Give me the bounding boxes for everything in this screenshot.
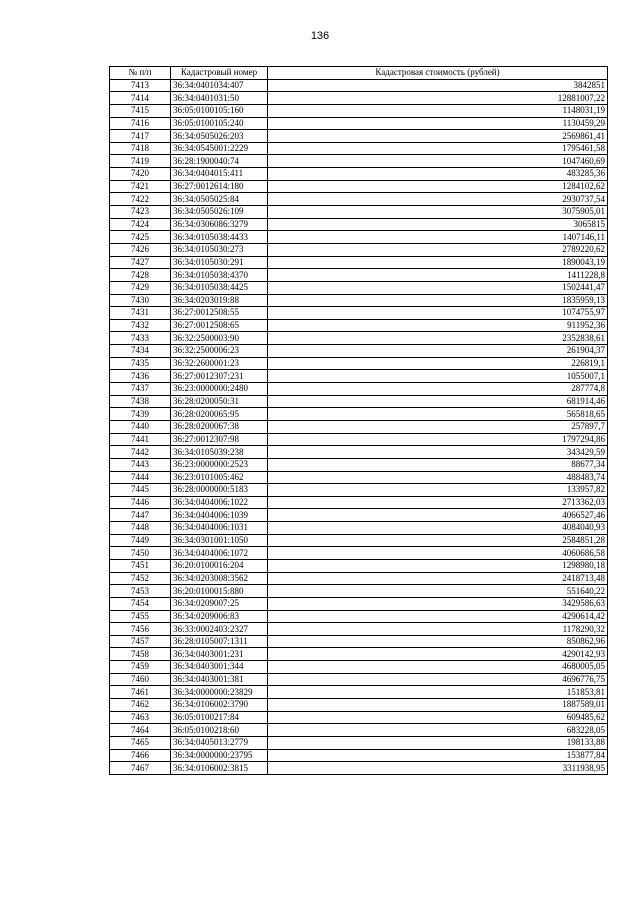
table-row: [110, 623, 608, 636]
table-row: [110, 661, 608, 674]
row-number: 7453: [110, 585, 171, 598]
table-row: [110, 256, 608, 269]
row-number: 7436: [110, 370, 171, 383]
row-number: 7418: [110, 142, 171, 155]
table-row: [110, 357, 608, 370]
table-row: [110, 168, 608, 181]
cadastral-value: 483285,36: [268, 168, 608, 181]
cadastral-number: 36:34:0105038:4370: [171, 269, 268, 282]
row-number: 7437: [110, 383, 171, 396]
cadastral-number: 36:28:0200065:95: [171, 408, 268, 421]
cadastral-value: 261904,37: [268, 345, 608, 358]
cadastral-value: 2569861,41: [268, 130, 608, 143]
cadastral-value: 3429586,63: [268, 597, 608, 610]
cadastral-number: 36:32:2500006:23: [171, 345, 268, 358]
cadastral-value: 609485,62: [268, 711, 608, 724]
row-number: 7446: [110, 496, 171, 509]
cadastral-number: 36:34:0404006:1031: [171, 522, 268, 535]
row-number: 7463: [110, 711, 171, 724]
row-number: 7433: [110, 332, 171, 345]
row-number: 7432: [110, 319, 171, 332]
cadastral-value: 2713362,03: [268, 496, 608, 509]
cadastral-value: 1407146,11: [268, 231, 608, 244]
header-cadastral-number: Кадастровый номер: [171, 67, 268, 80]
cadastral-number: 36:05:0100217:84: [171, 711, 268, 724]
row-number: 7441: [110, 433, 171, 446]
table-row: [110, 736, 608, 749]
cadastral-value: 2789220,62: [268, 243, 608, 256]
header-number: № п/п: [110, 67, 171, 80]
cadastral-number: 36:34:0403001:381: [171, 673, 268, 686]
cadastral-value: 343429,59: [268, 446, 608, 459]
table-row: [110, 243, 608, 256]
cadastral-value: 1502441,47: [268, 281, 608, 294]
table-row: [110, 395, 608, 408]
table-row: [110, 92, 608, 105]
cadastral-number: 36:34:0301001:1050: [171, 534, 268, 547]
cadastral-number: 36:05:0100105:160: [171, 104, 268, 117]
cadastral-value: 565818,65: [268, 408, 608, 421]
table-row: [110, 686, 608, 699]
cadastral-number: 36:27:0012307:98: [171, 433, 268, 446]
row-number: 7449: [110, 534, 171, 547]
cadastral-value: 3842851: [268, 79, 608, 92]
cadastral-number: 36:34:0505026:109: [171, 206, 268, 219]
cadastral-value: 2930737,54: [268, 193, 608, 206]
table-row: [110, 180, 608, 193]
table-row: [110, 345, 608, 358]
cadastral-number: 36:34:0401034:407: [171, 79, 268, 92]
cadastral-number: 36:28:0200067:38: [171, 420, 268, 433]
table-row: [110, 484, 608, 497]
cadastral-value: 4066527,46: [268, 509, 608, 522]
cadastral-number: 36:34:0404015:411: [171, 168, 268, 181]
row-number: 7429: [110, 281, 171, 294]
cadastral-value: 1835959,13: [268, 294, 608, 307]
cadastral-value: 1148031,19: [268, 104, 608, 117]
table-row: [110, 155, 608, 168]
table-row: [110, 206, 608, 219]
header-cadastral-value: Кадастровая стоимость (рублей): [268, 67, 608, 80]
table-row: [110, 79, 608, 92]
cadastral-number: 36:28:1900040:74: [171, 155, 268, 168]
cadastral-value: 2418713,48: [268, 572, 608, 585]
cadastral-value: 257897,7: [268, 420, 608, 433]
table-row: [110, 597, 608, 610]
cadastral-number: 36:34:0545001:2229: [171, 142, 268, 155]
row-number: 7430: [110, 294, 171, 307]
row-number: 7461: [110, 686, 171, 699]
cadastral-value: 12881007,22: [268, 92, 608, 105]
table-row: [110, 673, 608, 686]
row-number: 7444: [110, 471, 171, 484]
row-number: 7457: [110, 635, 171, 648]
row-number: 7467: [110, 762, 171, 775]
table-row: [110, 724, 608, 737]
table-header-row: [110, 67, 608, 80]
table-row: [110, 104, 608, 117]
cadastral-number: 36:32:2600001:23: [171, 357, 268, 370]
cadastral-number: 36:34:0209006:83: [171, 610, 268, 623]
cadastral-number: 36:27:0012307:231: [171, 370, 268, 383]
cadastral-value: 151853,81: [268, 686, 608, 699]
cadastral-number: 36:27:0012508:65: [171, 319, 268, 332]
table-row: [110, 585, 608, 598]
table-row: [110, 193, 608, 206]
cadastral-number: 36:27:0012614:180: [171, 180, 268, 193]
row-number: 7419: [110, 155, 171, 168]
cadastral-number: 36:34:0209007:25: [171, 597, 268, 610]
row-number: 7443: [110, 458, 171, 471]
cadastral-number: 36:05:0100105:240: [171, 117, 268, 130]
cadastral-value: 1130459,29: [268, 117, 608, 130]
table-row: [110, 547, 608, 560]
cadastral-value: 226819,1: [268, 357, 608, 370]
table-row: [110, 420, 608, 433]
row-number: 7416: [110, 117, 171, 130]
cadastral-value: 198133,88: [268, 736, 608, 749]
row-number: 7415: [110, 104, 171, 117]
row-number: 7424: [110, 218, 171, 231]
table-row: [110, 635, 608, 648]
cadastral-value: 2584851,28: [268, 534, 608, 547]
table-row: [110, 142, 608, 155]
row-number: 7439: [110, 408, 171, 421]
table-row: [110, 269, 608, 282]
cadastral-value: 4290142,93: [268, 648, 608, 661]
cadastral-number: 36:23:0101005:462: [171, 471, 268, 484]
row-number: 7440: [110, 420, 171, 433]
cadastral-number: 36:34:0000000:23829: [171, 686, 268, 699]
cadastral-value: 1797294,86: [268, 433, 608, 446]
row-number: 7455: [110, 610, 171, 623]
cadastral-number: 36:34:0105030:273: [171, 243, 268, 256]
table-row: [110, 383, 608, 396]
row-number: 7427: [110, 256, 171, 269]
row-number: 7434: [110, 345, 171, 358]
table-row: [110, 572, 608, 585]
cadastral-value: 911952,36: [268, 319, 608, 332]
row-number: 7451: [110, 559, 171, 572]
row-number: 7420: [110, 168, 171, 181]
table-row: [110, 471, 608, 484]
row-number: 7423: [110, 206, 171, 219]
cadastral-number: 36:34:0106002:3790: [171, 699, 268, 712]
cadastral-value: 683228,05: [268, 724, 608, 737]
cadastral-value: 287774,8: [268, 383, 608, 396]
table-row: [110, 117, 608, 130]
row-number: 7422: [110, 193, 171, 206]
cadastral-number: 36:34:0404006:1072: [171, 547, 268, 560]
cadastral-value: 4696776,75: [268, 673, 608, 686]
table-row: [110, 446, 608, 459]
cadastral-value: 1055007,1: [268, 370, 608, 383]
cadastral-value: 1411228,8: [268, 269, 608, 282]
cadastral-value: 3075905,01: [268, 206, 608, 219]
cadastral-number: 36:34:0203019:88: [171, 294, 268, 307]
table-row: [110, 294, 608, 307]
row-number: 7438: [110, 395, 171, 408]
row-number: 7421: [110, 180, 171, 193]
cadastral-value: 1074755,97: [268, 307, 608, 320]
row-number: 7448: [110, 522, 171, 535]
cadastral-value: 1284102,62: [268, 180, 608, 193]
row-number: 7452: [110, 572, 171, 585]
row-number: 7445: [110, 484, 171, 497]
row-number: 7465: [110, 736, 171, 749]
table-row: [110, 281, 608, 294]
cadastral-value: 1890043,19: [268, 256, 608, 269]
row-number: 7459: [110, 661, 171, 674]
cadastral-number: 36:34:0105030:291: [171, 256, 268, 269]
cadastral-value: 681914,46: [268, 395, 608, 408]
table-row: [110, 534, 608, 547]
table-row: [110, 749, 608, 762]
row-number: 7458: [110, 648, 171, 661]
table-row: [110, 559, 608, 572]
page-number: 136: [310, 30, 330, 42]
cadastral-value: 1887589,01: [268, 699, 608, 712]
table-row: [110, 711, 608, 724]
cadastral-number: 36:23:0000000:2523: [171, 458, 268, 471]
cadastral-value: 153877,84: [268, 749, 608, 762]
table-row: [110, 433, 608, 446]
table-row: [110, 130, 608, 143]
row-number: 7414: [110, 92, 171, 105]
cadastral-number: 36:34:0403001:231: [171, 648, 268, 661]
row-number: 7417: [110, 130, 171, 143]
cadastral-number: 36:23:0000000:2480: [171, 383, 268, 396]
row-number: 7464: [110, 724, 171, 737]
table-row: [110, 648, 608, 661]
table-row: [110, 231, 608, 244]
cadastral-value: 88677,34: [268, 458, 608, 471]
cadastral-number: 36:20:0100016:204: [171, 559, 268, 572]
row-number: 7450: [110, 547, 171, 560]
cadastral-number: 36:28:0105007:1311: [171, 635, 268, 648]
table-row: [110, 458, 608, 471]
cadastral-number: 36:34:0105038:4425: [171, 281, 268, 294]
cadastral-number: 36:34:0401031:50: [171, 92, 268, 105]
table-row: [110, 509, 608, 522]
cadastral-number: 36:32:2500003:90: [171, 332, 268, 345]
table-row: [110, 307, 608, 320]
cadastral-number: 36:34:0404006:1022: [171, 496, 268, 509]
table-row: [110, 218, 608, 231]
row-number: 7460: [110, 673, 171, 686]
cadastral-value: 133957,82: [268, 484, 608, 497]
table-body: [110, 79, 608, 774]
cadastral-number: 36:34:0404006:1039: [171, 509, 268, 522]
cadastral-number: 36:05:0100218:60: [171, 724, 268, 737]
cadastral-value: 551640,22: [268, 585, 608, 598]
table-row: [110, 319, 608, 332]
cadastral-number: 36:34:0203008:3562: [171, 572, 268, 585]
cadastral-value: 1178290,32: [268, 623, 608, 636]
row-number: 7413: [110, 79, 171, 92]
cadastral-number: 36:34:0105039:238: [171, 446, 268, 459]
row-number: 7466: [110, 749, 171, 762]
table-row: [110, 370, 608, 383]
cadastral-value: 1795461,58: [268, 142, 608, 155]
cadastral-value: 3065815: [268, 218, 608, 231]
row-number: 7426: [110, 243, 171, 256]
cadastral-value: 1298980,18: [268, 559, 608, 572]
cadastral-number: 36:27:0012508:55: [171, 307, 268, 320]
cadastral-number: 36:34:0105038:4433: [171, 231, 268, 244]
cadastral-number: 36:34:0306086:3279: [171, 218, 268, 231]
table-row: [110, 522, 608, 535]
cadastral-value: 2352838,61: [268, 332, 608, 345]
cadastral-value: 3311938,95: [268, 762, 608, 775]
row-number: 7462: [110, 699, 171, 712]
cadastral-number: 36:34:0000000:23795: [171, 749, 268, 762]
table-row: [110, 332, 608, 345]
table-row: [110, 762, 608, 775]
cadastral-number: 36:28:0200050:31: [171, 395, 268, 408]
cadastral-value: 4290614,42: [268, 610, 608, 623]
cadastral-number: 36:34:0405013:2779: [171, 736, 268, 749]
cadastral-number: 36:34:0505025:84: [171, 193, 268, 206]
cadastral-value: 850862,96: [268, 635, 608, 648]
cadastral-number: 36:20:0100015:880: [171, 585, 268, 598]
cadastral-number: 36:34:0403001:344: [171, 661, 268, 674]
row-number: 7447: [110, 509, 171, 522]
row-number: 7428: [110, 269, 171, 282]
cadastral-number: 36:28:0000000:5183: [171, 484, 268, 497]
row-number: 7425: [110, 231, 171, 244]
cadastral-table: [109, 66, 608, 775]
cadastral-value: 4680005,05: [268, 661, 608, 674]
cadastral-number: 36:33:0002403:2327: [171, 623, 268, 636]
table-row: [110, 699, 608, 712]
cadastral-number: 36:34:0106002:3815: [171, 762, 268, 775]
table-row: [110, 408, 608, 421]
row-number: 7454: [110, 597, 171, 610]
table-row: [110, 610, 608, 623]
table-row: [110, 496, 608, 509]
cadastral-value: 4084040,93: [268, 522, 608, 535]
row-number: 7456: [110, 623, 171, 636]
cadastral-value: 488483,74: [268, 471, 608, 484]
row-number: 7442: [110, 446, 171, 459]
row-number: 7435: [110, 357, 171, 370]
cadastral-number: 36:34:0505026:203: [171, 130, 268, 143]
cadastral-value: 4060686,58: [268, 547, 608, 560]
cadastral-value: 1047460,69: [268, 155, 608, 168]
row-number: 7431: [110, 307, 171, 320]
